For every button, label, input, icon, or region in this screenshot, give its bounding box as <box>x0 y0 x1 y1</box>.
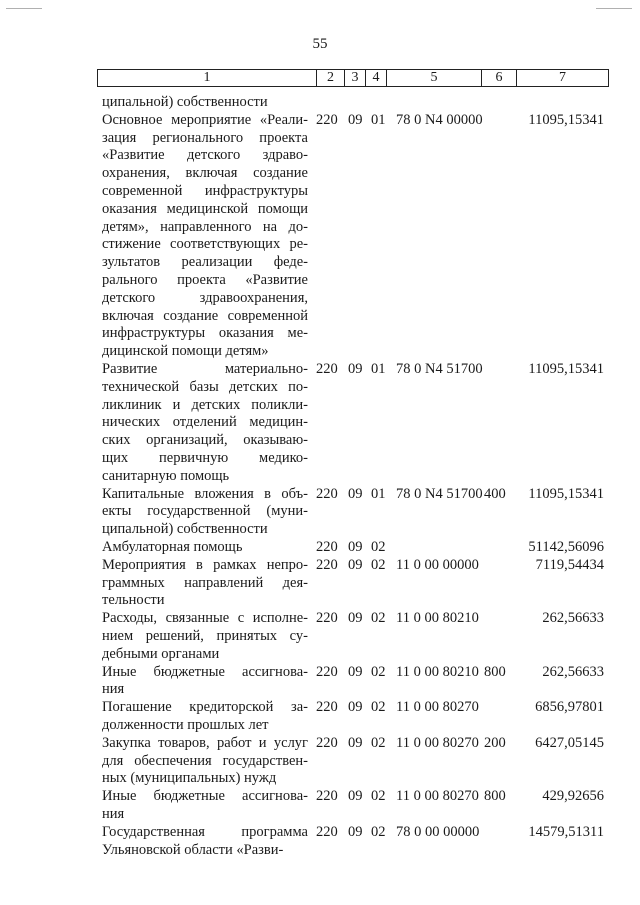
description-line: современной инфраструктуры <box>102 182 308 199</box>
admin-code: 220 <box>316 556 338 573</box>
target-article-code: 11 0 00 80270 <box>396 734 479 751</box>
subsection-code: 02 <box>371 556 386 573</box>
description-line: Основное мероприятие «Реали- <box>102 111 308 128</box>
subsection-code: 01 <box>371 485 386 502</box>
subsection-code: 01 <box>371 361 386 377</box>
description-line: Ульяновской области «Разви- <box>102 841 284 858</box>
admin-code: 220 <box>316 485 338 502</box>
description-line: нием решений, принятых су- <box>102 627 308 644</box>
description-line: зация регионального проекта <box>102 129 308 146</box>
description-line: тельности <box>102 592 165 609</box>
amount-value: 11095,15341 <box>528 361 604 377</box>
description-line: «Развитие детского здраво- <box>102 147 308 164</box>
admin-code: 220 <box>316 539 338 555</box>
description-line: Мероприятия в рамках непро- <box>102 556 308 573</box>
description-line: зультатов реализации феде- <box>102 254 308 271</box>
expense-type-code: 800 <box>484 663 506 680</box>
subsection-code: 02 <box>371 663 386 680</box>
scan-mark <box>6 8 42 9</box>
target-article-code: 11 0 00 80210 <box>396 663 479 680</box>
row-description <box>102 94 308 112</box>
description-line: нических отделений медицин- <box>102 414 308 431</box>
section-code: 09 <box>348 699 363 716</box>
target-article-code: 78 0 N4 00000 <box>396 111 483 128</box>
expense-type-code: 400 <box>484 485 506 502</box>
description-line: ских организаций, оказываю- <box>102 432 308 449</box>
header-col-5: 5 <box>387 70 482 86</box>
description-line: Закупка товаров, работ и услуг <box>102 734 308 751</box>
expense-type-code: 800 <box>484 788 506 805</box>
admin-code: 220 <box>316 663 338 680</box>
description-line: ния <box>102 681 125 698</box>
amount-value: 51142,56096 <box>528 539 604 555</box>
description-line: рального проекта «Развитие <box>102 271 308 288</box>
admin-code: 220 <box>316 111 338 128</box>
header-col-3: 3 <box>345 70 366 86</box>
amount-value: 262,56633 <box>542 610 604 627</box>
description-line: детям», направленного на до- <box>102 218 308 235</box>
description-line: Иные бюджетные ассигнова- <box>102 788 308 805</box>
amount-value: 11095,15341 <box>528 111 604 128</box>
description-line: ных (муниципальных) нужд <box>102 770 277 787</box>
target-article-code: 78 0 00 00000 <box>396 823 480 840</box>
description-line: ципальной) собственности <box>102 94 268 110</box>
description-line: дицинской помощи детям» <box>102 343 269 360</box>
header-col-1: 1 <box>98 70 317 86</box>
section-code: 09 <box>348 539 363 555</box>
amount-value: 262,56633 <box>542 663 604 680</box>
amount-value: 429,92656 <box>542 788 604 805</box>
subsection-code: 02 <box>371 788 386 805</box>
expense-type-code: 200 <box>484 734 506 751</box>
target-article-code: 11 0 00 80270 <box>396 699 479 716</box>
description-line: екты государственной (муни- <box>102 503 308 520</box>
description-line: Государственная программа <box>102 823 308 840</box>
admin-code: 220 <box>316 699 338 716</box>
target-article-code: 11 0 00 00000 <box>396 556 479 573</box>
header-col-2: 2 <box>317 70 345 86</box>
header-col-6: 6 <box>482 70 517 86</box>
description-line: щих первичную медико- <box>102 449 308 466</box>
description-line: санитарную помощь <box>102 467 230 484</box>
header-col-7: 7 <box>559 70 566 85</box>
description-line: ликлиник и детских поликли- <box>102 396 308 413</box>
amount-value: 6427,05145 <box>535 734 604 751</box>
table-header <box>97 69 609 87</box>
target-article-code: 11 0 00 80210 <box>396 610 479 627</box>
description-line: граммных направлений дея- <box>102 574 308 591</box>
description-line: включая создание современной <box>102 307 308 324</box>
row-description <box>102 735 308 788</box>
row-description <box>102 610 308 663</box>
admin-code: 220 <box>316 734 338 751</box>
section-code: 09 <box>348 734 363 751</box>
amount-value: 11095,15341 <box>528 485 604 502</box>
description-line: Иные бюджетные ассигнова- <box>102 663 308 680</box>
description-line: технической базы детских по- <box>102 378 308 395</box>
amount-value: 14579,51311 <box>528 823 604 840</box>
target-article-code: 78 0 N4 51700 <box>396 485 483 502</box>
section-code: 09 <box>348 823 363 840</box>
section-code: 09 <box>348 788 363 805</box>
admin-code: 220 <box>316 788 338 805</box>
page-number: 55 <box>312 36 328 52</box>
section-code: 09 <box>348 663 363 680</box>
row-description <box>102 788 308 824</box>
subsection-code: 02 <box>371 823 386 840</box>
description-line: охранения, включая создание <box>102 165 308 182</box>
row-description <box>102 824 308 860</box>
admin-code: 220 <box>316 610 338 627</box>
scan-mark <box>596 8 632 9</box>
amount-value: 6856,97801 <box>535 699 604 716</box>
description-line: для обеспечения государствен- <box>102 752 308 769</box>
description-line: стижение соответствующих ре- <box>102 236 308 253</box>
section-code: 09 <box>348 111 363 128</box>
description-line: Погашение кредиторской за- <box>102 699 308 716</box>
section-code: 09 <box>348 361 363 377</box>
row-description <box>102 539 308 557</box>
row-description <box>102 112 308 361</box>
description-line: Капитальные вложения в объ- <box>102 485 308 502</box>
description-line: Амбулаторная помощь <box>102 539 243 555</box>
subsection-code: 01 <box>371 111 386 128</box>
row-description <box>102 557 308 610</box>
description-line: оказания медицинской помощи <box>102 200 308 217</box>
description-line: инфраструктуры оказания ме- <box>102 325 308 342</box>
row-description <box>102 699 308 735</box>
description-line: долженности прошлых лет <box>102 716 269 733</box>
amount-value: 7119,54434 <box>535 556 604 573</box>
subsection-code: 02 <box>371 539 386 555</box>
admin-code: 220 <box>316 361 338 377</box>
header-col-4: 4 <box>366 70 387 86</box>
section-code: 09 <box>348 556 363 573</box>
subsection-code: 02 <box>371 610 386 627</box>
description-line: ния <box>102 805 125 822</box>
target-article-code: 11 0 00 80270 <box>396 788 479 805</box>
row-description <box>102 664 308 700</box>
description-line: детского здравоохранения, <box>102 289 308 306</box>
section-code: 09 <box>348 485 363 502</box>
description-line: Развитие материально- <box>102 361 308 377</box>
target-article-code: 78 0 N4 51700 <box>396 361 483 377</box>
subsection-code: 02 <box>371 734 386 751</box>
section-code: 09 <box>348 610 363 627</box>
admin-code: 220 <box>316 823 338 840</box>
row-description <box>102 361 308 486</box>
description-line: ципальной) собственности <box>102 521 268 538</box>
description-line: Расходы, связанные с исполне- <box>102 610 308 627</box>
description-line: дебными органами <box>102 645 220 662</box>
subsection-code: 02 <box>371 699 386 716</box>
row-description <box>102 486 308 539</box>
